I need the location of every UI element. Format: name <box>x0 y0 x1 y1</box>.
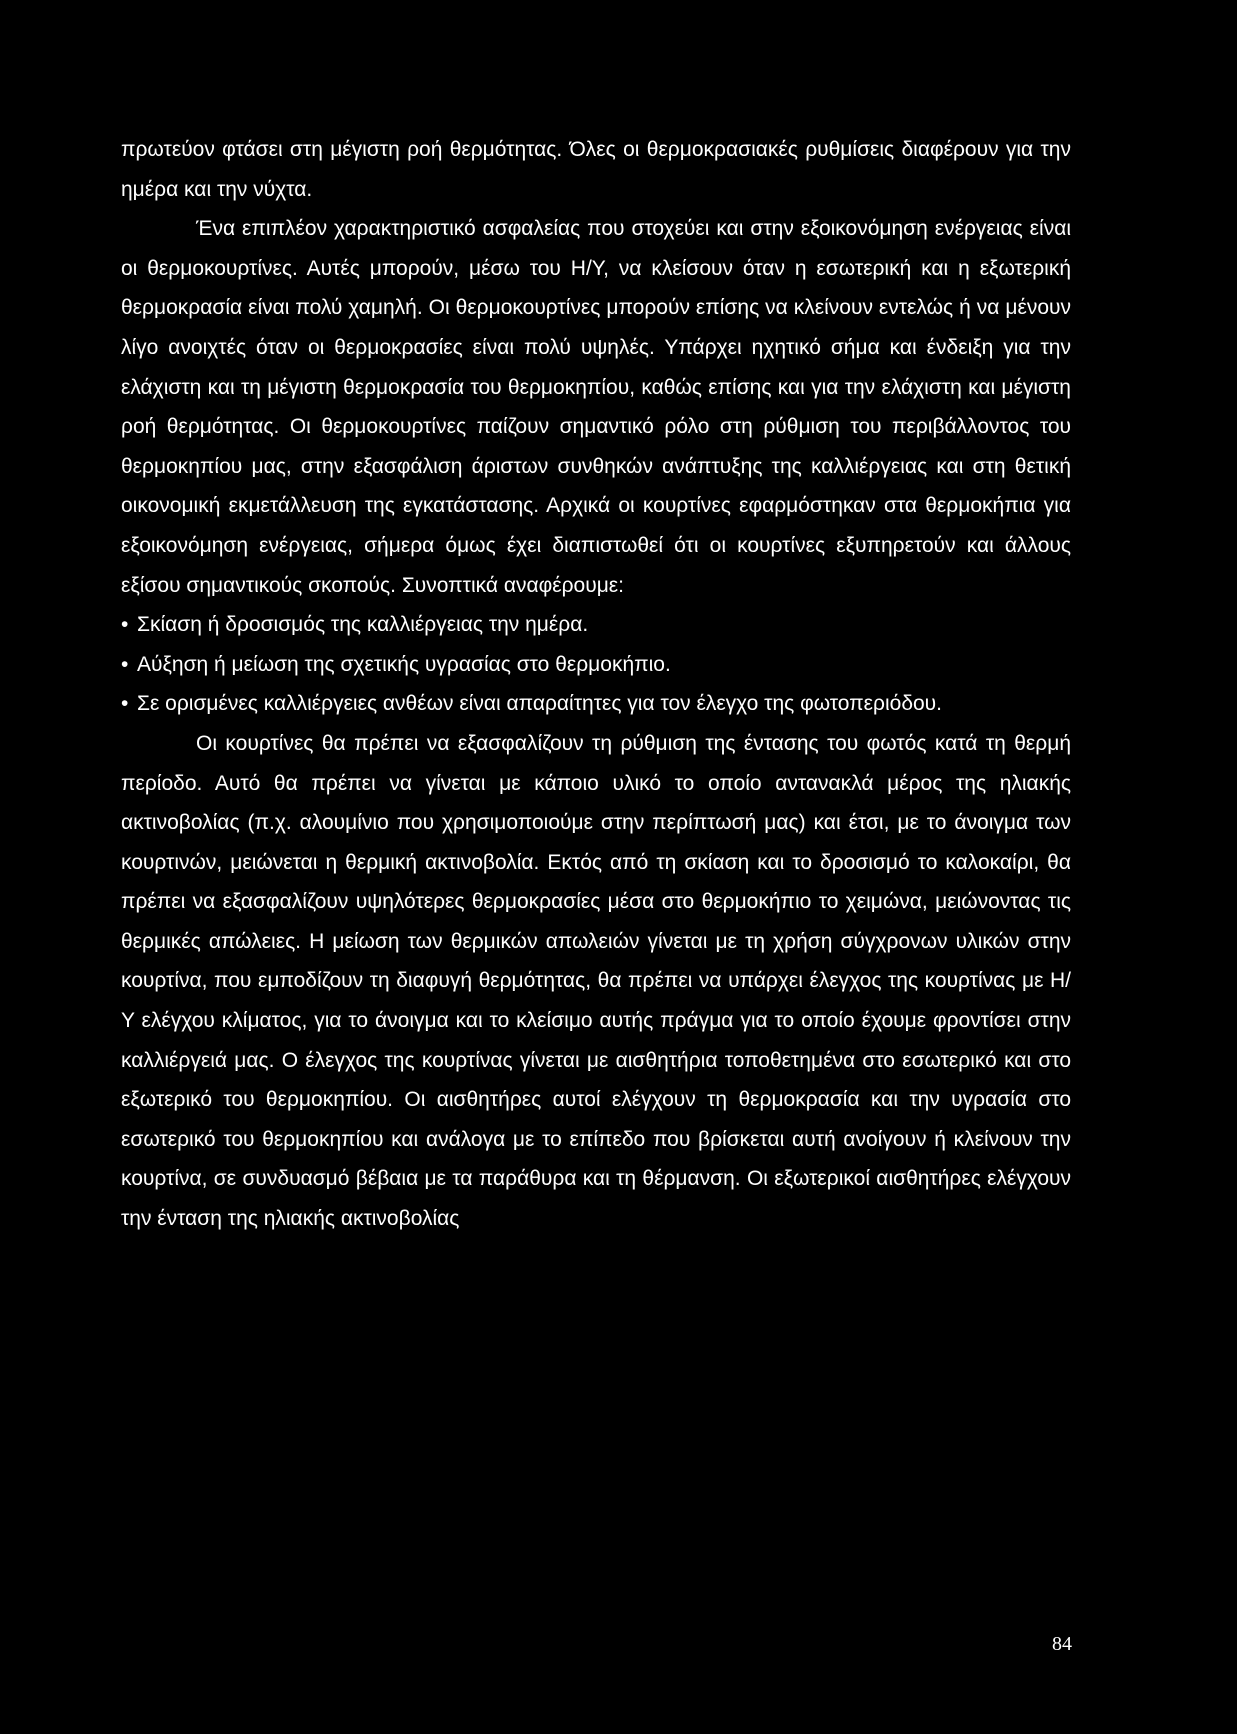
bullet-text: Αύξηση ή μείωση της σχετικής υγρασίας στο θερμοκήπιο. <box>137 652 671 676</box>
page-number: 84 <box>1052 1633 1072 1655</box>
paragraph-continuation: πρωτεύον φτάσει στη μέγιστη ροή θερμότητας. Όλες οι θερμοκρασιακές ρυθμίσεις διαφέρουν για την ημέρα και την νύχτα. <box>121 138 1071 201</box>
bullet-icon: • <box>121 652 129 676</box>
paragraph-thermal-curtains: Ένα επιπλέον χαρακτηριστικό ασφαλείας που στοχεύει και στην εξοικονόμηση ενέργειας είναι οι θερμοκουρτίνες. Αυτές μπορούν, μέσω του Η/Υ, να κλείσουν όταν η εσωτερική και η εξωτερική θερμοκρασία είναι πολύ χαμηλή. Οι θερμοκουρτίνες μπορούν επίσης να κλείνουν εντελώς ή να μένουν λίγο ανοιχτές όταν οι θερμοκρασίες είναι πολύ υψηλές. Υπάρχει ηχητικό σήμα και ένδειξη για την ελάχιστη και τη μέγιστη θερμοκρασία του θερμοκηπίου, καθώς επίσης και για την ελάχιστη και μέγιστη ροή θερμότητας. Οι θερμοκουρτίνες παίζουν σημαντικό ρόλο στη ρύθμιση του περιβάλλοντος του θερμοκηπίου μας, στην εξασφάλιση άριστων συνθηκών ανάπτυξης της καλλιέργειας και στη θετική οικονομική εκμετάλλευση της εγκατάστασης. Αρχικά οι κουρτίνες εφαρμόστηκαν στα θερμοκήπια για εξοικονόμηση ενέργειας, σήμερα όμως έχει διαπιστωθεί ότι οι κουρτίνες εξυπηρετούν και άλλους εξίσου σημαντικούς σκοπούς. Συνοπτικά αναφέρουμε: <box>121 217 1071 597</box>
bullet-item-photoperiod <box>121 684 1071 724</box>
paragraph-light-regulation: Οι κουρτίνες θα πρέπει να εξασφαλίζουν τη ρύθμιση της έντασης του φωτός κατά τη θερμή περίοδο. Αυτό θα πρέπει να γίνεται με κάποιο υλικό το οποίο αντανακλά μέρος της ηλιακής ακτινοβολίας (π.χ. αλουμίνιο που χρησιμοποιούμε στην περίπτωσή μας) και έτσι, με το άνοιγμα των κουρτινών, μειώνεται η θερμική ακτινοβολία. Εκτός από τη σκίαση και το δροσισμό το καλοκαίρι, θα πρέπει να εξασφαλίζουν υψηλότερες θερμοκρασίες μέσα στο θερμοκήπιο το χειμώνα, μειώνοντας τις θερμικές απώλειες. Η μείωση των θερμικών απωλειών γίνεται με τη χρήση σύγχρονων υλικών στην κουρτίνα, που εμποδίζουν τη διαφυγή θερμότητας, θα πρέπει να υπάρχει έλεγχος της κουρτίνας με Η/Υ ελέγχου κλίματος, για το άνοιγμα και το κλείσιμο αυτής πράγμα για το οποίο έχουμε φροντίσει στην καλλιέργειά μας. Ο έλεγχος της κουρτίνας γίνεται με αισθητήρια τοποθετημένα στο εσωτερικό και στο εξωτερικό του θερμοκηπίου. Οι αισθητήρες αυτοί ελέγχουν τη θερμοκρασία και την υγρασία στο εσωτερικό του θερμοκηπίου και ανάλογα με το επίπεδο που βρίσκεται αυτή ανοίγουν ή κλείνουν την κουρτίνα, σε συνδυασμό βέβαια με τα παράθυρα και τη θέρμανση. Οι εξωτερικοί αισθητήρες ελέγχουν την ένταση της ηλιακής ακτινοβολίας <box>121 731 1071 1231</box>
bullet-item-humidity <box>121 645 1071 685</box>
bullet-icon: • <box>121 613 129 637</box>
bullet-item-shading <box>121 605 1071 645</box>
body-text <box>121 130 1071 1239</box>
bullet-text: Σε ορισμένες καλλιέργειες ανθέων είναι απαραίτητες για τον έλεγχο της φωτοπεριόδου. <box>137 692 943 716</box>
bullet-icon: • <box>121 692 129 716</box>
bullet-text: Σκίαση ή δροσισμός της καλλιέργειας την ημέρα. <box>137 613 589 637</box>
